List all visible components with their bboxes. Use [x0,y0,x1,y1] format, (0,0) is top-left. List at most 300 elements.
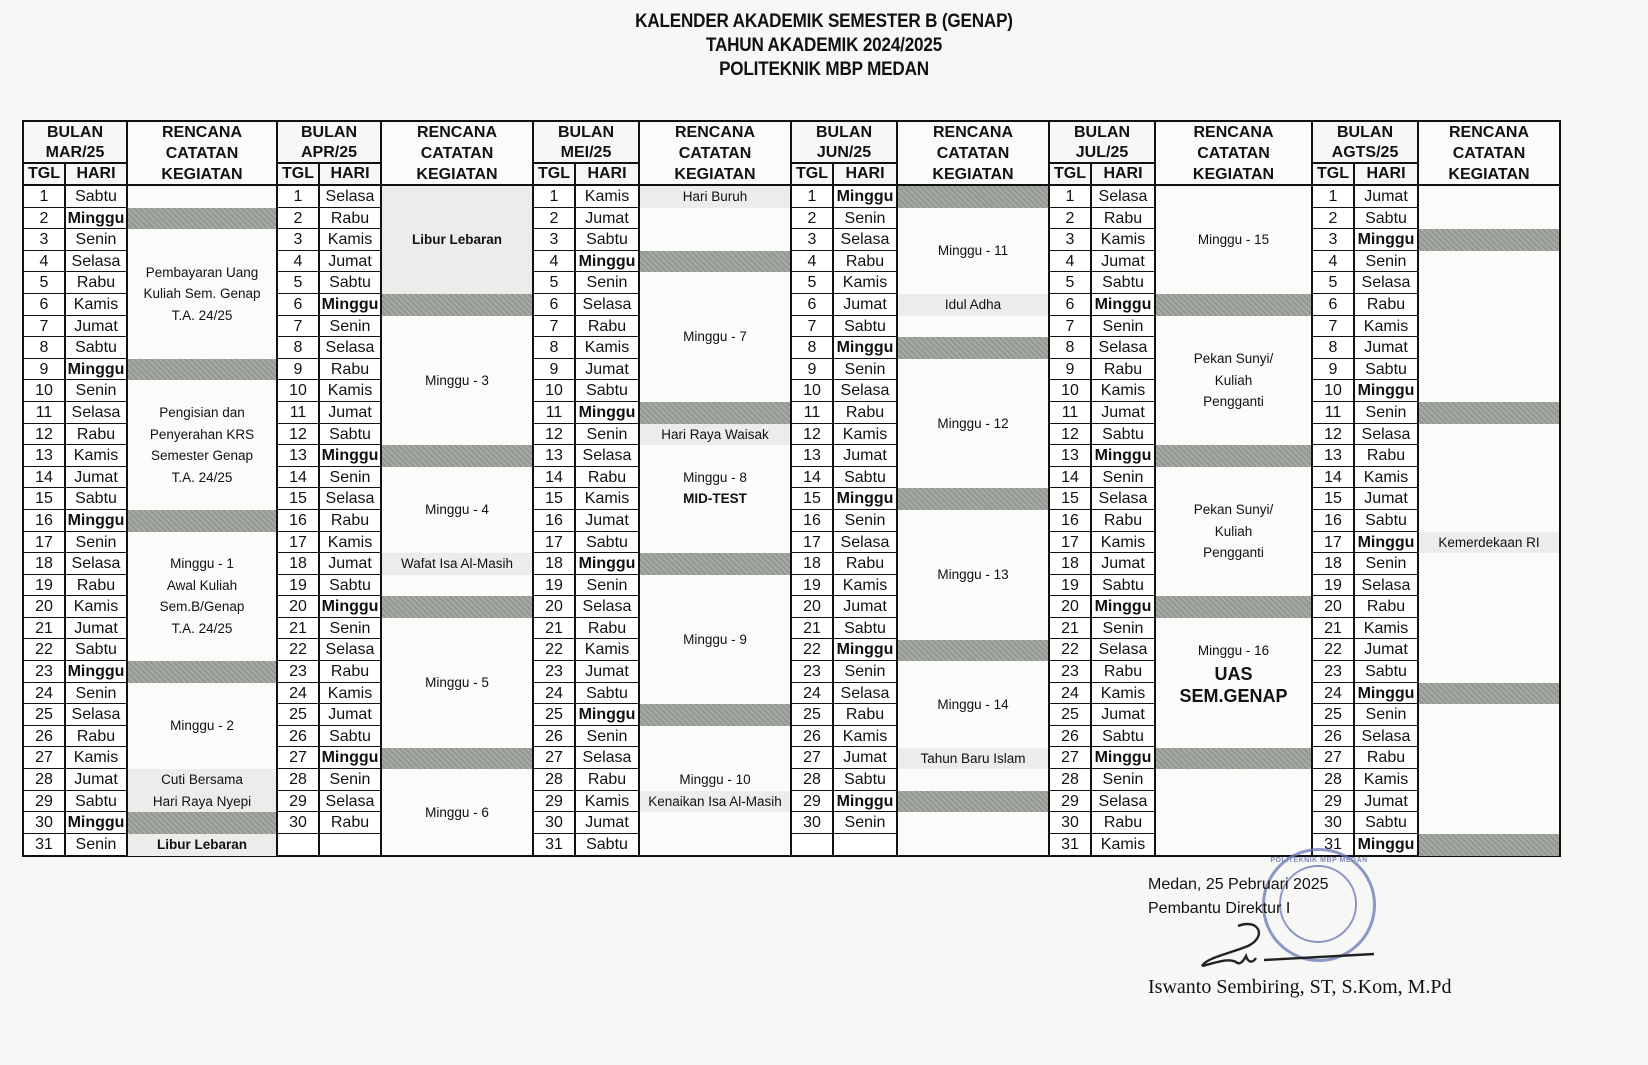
date-number: 11 [534,402,576,423]
day-row [1050,445,1154,467]
day-name: Senin [844,360,886,378]
date-number: 25 [792,704,834,725]
day-row [278,380,380,402]
date-number: 27 [534,747,576,768]
day-name: Sabtu [329,576,371,594]
day-row [534,229,638,251]
day-name: Sabtu [844,619,886,637]
day-name: Jumat [1101,706,1145,724]
day-row [534,791,638,813]
sunday-shade [640,251,790,273]
day-row [792,488,896,510]
day-row [1313,359,1417,381]
day-name: Selasa [840,231,890,249]
sunday-shade [1156,748,1311,770]
day-name: Rabu [845,555,885,573]
day-name: Senin [586,425,628,443]
month-group [24,122,278,855]
day-name: Jumat [1364,188,1408,205]
day-row [278,272,380,294]
day-name: Kamis [327,533,373,551]
day-name: Kamis [1100,835,1146,853]
sunday-shade [128,208,276,230]
day-row [1050,272,1154,294]
date-number: 14 [278,467,320,488]
day-row [1050,380,1154,402]
date-number: 12 [534,424,576,445]
day-row [1313,424,1417,446]
day-name: Senin [329,468,371,486]
month-header [1050,122,1154,164]
day-name: Minggu [836,339,894,357]
notes-body [128,186,276,855]
date-number: 8 [1313,337,1355,358]
date-number: 19 [24,575,66,596]
date-number: 19 [534,575,576,596]
hari-header: HARI [587,165,627,182]
day-row [1313,229,1417,251]
day-name: Kamis [327,684,373,702]
day-name: Selasa [71,403,121,421]
month-name: JUL/25 [1075,144,1129,161]
notes-header [640,122,790,186]
column-headers [534,164,638,186]
tgl-header: TGL [1313,164,1355,184]
date-number: 20 [534,596,576,617]
day-name: Sabtu [1102,576,1144,594]
date-number: 15 [24,488,66,509]
sunday-shade [1419,229,1559,251]
tgl-header: TGL [1050,164,1092,184]
day-name: Senin [1102,771,1144,789]
date-number: 22 [792,639,834,660]
day-list [1313,186,1417,855]
day-name: Jumat [1364,792,1408,810]
day-row [534,553,638,575]
date-number: 23 [534,661,576,682]
sunday-shade [382,445,532,467]
activity-note: Pekan Sunyi/ Kuliah Pengganti [1193,351,1274,410]
date-number: 28 [1313,769,1355,790]
notes-column [382,122,534,855]
date-number: 19 [1313,575,1355,596]
date-number: 20 [24,596,66,617]
day-row [278,791,380,813]
day-name: Senin [586,274,628,292]
day-name: Sabtu [1365,814,1407,832]
day-row [792,272,896,294]
day-row [278,683,380,705]
notes-header [898,122,1048,186]
month-column [24,122,128,855]
sunday-shade [1419,683,1559,705]
date-number: 7 [24,316,66,337]
date-number: 27 [278,747,320,768]
day-row [534,834,638,856]
day-name: Minggu [67,663,125,681]
notes-column [898,122,1050,855]
day-row [1313,575,1417,597]
day-name: Kamis [1100,382,1146,400]
day-name: Minggu [578,403,636,421]
day-name: Kamis [584,188,630,205]
day-name: Minggu [1094,295,1152,313]
day-row [24,294,126,316]
day-row [278,510,380,532]
sunday-shade [898,186,1048,208]
day-row [534,337,638,359]
day-name: Minggu [321,447,379,465]
sunday-shade [898,640,1048,662]
date-number: 23 [24,661,66,682]
day-name: Kamis [73,749,119,767]
notes-column [1419,122,1561,855]
activity-note: Minggu - 12 [937,415,1009,431]
day-row [792,510,896,532]
date-number: 9 [278,359,320,380]
date-number: 11 [1313,402,1355,423]
day-name: Jumat [328,555,372,573]
day-name: Senin [1365,706,1407,724]
day-name: Jumat [328,706,372,724]
notes-body [1419,186,1559,855]
date-number: 21 [534,618,576,639]
activity-note: Idul Adha [898,294,1048,316]
day-name: Minggu [1094,447,1152,465]
day-row [278,229,380,251]
day-name: Senin [844,814,886,832]
month-column [1313,122,1419,855]
day-row [24,251,126,273]
activity-note: Libur Lebaran [382,186,532,294]
day-row [278,208,380,230]
day-name: Senin [1365,403,1407,421]
day-row [792,424,896,446]
hari-header: HARI [1103,165,1143,182]
column-headers [1313,164,1417,186]
day-row [1050,359,1154,381]
activity-note: UAS SEM.GENAP [1179,663,1288,706]
sunday-shade [1419,402,1559,424]
notes-header-line: RENCANA [1449,124,1529,141]
day-row [1050,791,1154,813]
notes-column [128,122,278,855]
place-date: Medan, 25 Pebruari 2025 [1148,876,1329,893]
day-name: Minggu [836,641,894,659]
date-number: 9 [1050,359,1092,380]
activity-note: Kemerdekaan RI [1419,532,1559,554]
day-row [1313,704,1417,726]
day-name: Kamis [842,727,888,745]
day-name: Selasa [325,792,375,810]
date-number: 28 [24,769,66,790]
day-name: Selasa [1098,339,1148,357]
date-number: 10 [278,380,320,401]
notes-header-line: RENCANA [417,124,497,141]
column-headers [1050,164,1154,186]
day-row [792,208,896,230]
stamp-text: POLITEKNIK MBP MEDAN [1270,857,1368,864]
date-number: 15 [534,488,576,509]
date-number: 17 [278,532,320,553]
date-number: 2 [1050,208,1092,229]
date-number: 6 [792,294,834,315]
notes-header-line: KEGIATAN [1448,166,1530,183]
date-number: 28 [1050,769,1092,790]
day-name: Rabu [330,663,370,681]
day-name: Sabtu [329,727,371,745]
day-name: Jumat [585,209,629,227]
month-header [1313,122,1417,164]
handwritten-signature [1188,918,1388,978]
date-number: 6 [24,294,66,315]
day-row [24,532,126,554]
day-name: Minggu [836,188,894,205]
day-name: Sabtu [586,835,628,853]
day-name: Senin [75,835,117,853]
activity-note: Pembayaran Uang Kuliah Sem. Genap T.A. 24/25 [143,264,261,323]
date-number: 29 [1313,791,1355,812]
day-name: Selasa [1361,576,1411,594]
notes-header-line: KEGIATAN [161,166,243,183]
date-number: 17 [1050,532,1092,553]
day-name: Rabu [330,511,370,529]
day-name: Rabu [1366,598,1406,616]
day-row [1313,726,1417,748]
notes-body [898,186,1048,855]
date-number: 8 [1050,337,1092,358]
month-group [1313,122,1561,855]
date-number: 26 [278,726,320,747]
day-name: Senin [329,317,371,335]
notes-header-line: RENCANA [1193,124,1274,141]
date-number: 10 [1050,380,1092,401]
sunday-shade [898,791,1048,813]
date-number: 21 [24,618,66,639]
notes-header-line: CATATAN [420,145,494,162]
day-row [534,316,638,338]
day-name: Sabtu [1365,511,1407,529]
day-name: Kamis [584,792,630,810]
day-name: Sabtu [329,274,371,292]
date-number: 19 [278,575,320,596]
day-name: Senin [1102,317,1144,335]
day-row [24,424,126,446]
date-number: 4 [24,251,66,272]
sunday-shade [382,748,532,770]
date-number: 30 [24,812,66,833]
day-name: Minggu [1357,382,1415,400]
date-number: 24 [1313,683,1355,704]
day-row [1050,726,1154,748]
day-row [1050,596,1154,618]
day-name: Jumat [843,447,887,465]
activity-note: Minggu - 16 [1197,642,1270,658]
day-name: Jumat [1364,339,1408,357]
notes-header-line: RENCANA [162,124,242,141]
bulan-label: BULAN [301,124,357,141]
day-row [792,639,896,661]
date-number: 22 [278,639,320,660]
day-row [1050,229,1154,251]
date-number: 25 [278,704,320,725]
day-name: Sabtu [1365,663,1407,681]
day-name: Sabtu [75,188,117,205]
day-row [792,380,896,402]
date-number: 10 [24,380,66,401]
day-row [534,726,638,748]
date-number: 2 [534,208,576,229]
month-header [792,122,896,164]
day-name: Minggu [1094,749,1152,767]
activity-note: Minggu - 11 [937,242,1009,258]
date-number: 14 [1050,467,1092,488]
date-number: 10 [534,380,576,401]
day-name: Minggu [67,360,125,378]
notes-header-line: CATATAN [678,145,752,162]
date-number: 2 [1313,208,1355,229]
activity-note: Hari Raya Waisak [640,424,790,446]
date-number: 29 [24,791,66,812]
day-name: Rabu [1103,814,1143,832]
date-number: 27 [24,747,66,768]
day-row [534,424,638,446]
day-name: Minggu [321,295,379,313]
sunday-shade [382,294,532,316]
date-number: 18 [1050,553,1092,574]
day-row [24,445,126,467]
date-number: 25 [534,704,576,725]
date-number: 25 [1050,704,1092,725]
day-row [534,467,638,489]
day-name: Minggu [578,252,636,270]
day-name: Selasa [1098,792,1148,810]
date-number: 5 [1313,272,1355,293]
month-header [278,122,380,164]
day-name: Jumat [585,663,629,681]
day-name: Selasa [840,684,890,702]
day-name: Rabu [330,360,370,378]
day-name: Sabtu [1365,209,1407,227]
date-number: 20 [278,596,320,617]
date-number: 11 [792,402,834,423]
day-row [1050,510,1154,532]
date-number: 28 [534,769,576,790]
day-row [534,208,638,230]
day-name: Minggu [321,598,379,616]
date-number: 5 [278,272,320,293]
day-name: Rabu [76,274,116,292]
date-number: 31 [24,834,66,856]
day-row [1050,812,1154,834]
day-row [1313,510,1417,532]
date-number: 16 [1050,510,1092,531]
activity-note: Minggu - 13 [937,567,1009,582]
day-row [278,704,380,726]
day-name: Rabu [76,727,116,745]
sunday-shade [1156,596,1311,618]
date-number: 9 [1313,359,1355,380]
day-row [1050,402,1154,424]
date-number: 21 [1313,618,1355,639]
day-row [1313,769,1417,791]
date-number: 5 [24,272,66,293]
date-number: 7 [792,316,834,337]
date-number: 29 [792,791,834,812]
date-number: 24 [534,683,576,704]
date-number [792,834,834,856]
date-number: 20 [1313,596,1355,617]
academic-year: TAHUN AKADEMIK 2024/2025 [705,35,943,56]
date-number: 30 [792,812,834,833]
date-number: 10 [1313,380,1355,401]
day-row [534,488,638,510]
day-row [1313,467,1417,489]
signature-block [1148,873,1329,921]
day-row [1050,532,1154,554]
day-name: Minggu [836,490,894,508]
day-name: Selasa [1361,425,1411,443]
day-row [1313,553,1417,575]
day-name: Selasa [1098,188,1148,205]
day-name: Kamis [327,231,373,249]
notes-header [1419,122,1559,186]
day-row [534,639,638,661]
day-name: Jumat [1101,252,1145,270]
day-name: Kamis [584,641,630,659]
date-number: 29 [534,791,576,812]
day-name: Rabu [330,814,370,832]
day-row [278,424,380,446]
date-number: 16 [534,510,576,531]
day-row [24,812,126,834]
activity-note: Minggu - 5 [425,675,489,690]
activity-note: Minggu - 9 [683,631,747,647]
sunday-shade [128,661,276,683]
date-number: 7 [1313,316,1355,337]
date-number: 18 [24,553,66,574]
date-number: 3 [24,229,66,250]
day-row [534,575,638,597]
date-number: 8 [792,337,834,358]
day-row [278,769,380,791]
day-row [1050,834,1154,856]
day-name: Sabtu [1102,425,1144,443]
day-row [278,445,380,467]
document-header [0,10,1648,82]
date-number: 29 [1050,791,1092,812]
bulan-label: BULAN [1337,124,1393,141]
date-number: 5 [1050,272,1092,293]
date-number: 27 [1313,747,1355,768]
date-number: 18 [792,553,834,574]
day-row [1313,337,1417,359]
day-name: Senin [586,576,628,594]
column-headers [278,164,380,186]
day-name: Selasa [325,188,375,205]
day-name: Minggu [578,706,636,724]
tgl-header: TGL [792,164,834,184]
day-name: Kamis [584,339,630,357]
day-name: Senin [75,684,117,702]
activity-note: Minggu - 2 [170,718,234,734]
notes-column [640,122,792,855]
date-number: 23 [792,661,834,682]
day-name: Sabtu [75,339,117,357]
day-name: Selasa [582,598,632,616]
date-number: 23 [1313,661,1355,682]
day-name: Jumat [1101,555,1145,573]
